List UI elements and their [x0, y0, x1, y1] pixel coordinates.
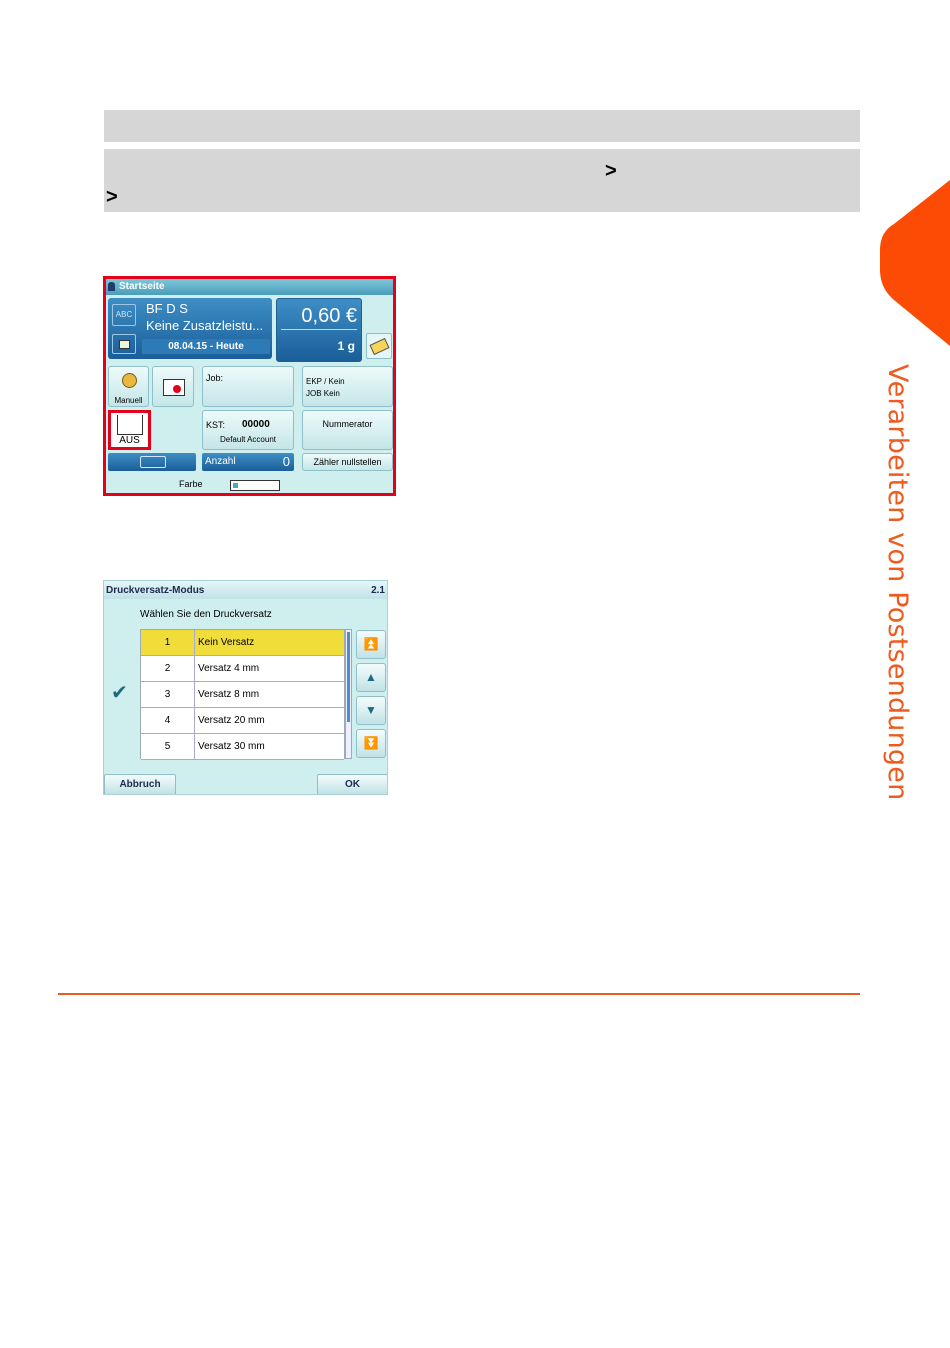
manual-button[interactable] — [108, 366, 149, 407]
offset-button[interactable] — [108, 410, 151, 450]
job-button[interactable] — [202, 366, 294, 407]
list-item-index: 2 — [141, 656, 195, 681]
color-label: Farbe — [179, 479, 203, 489]
dialog-header — [104, 581, 387, 599]
list-item-index: 4 — [141, 708, 195, 733]
scroll-up-button[interactable]: ▲ — [356, 663, 386, 692]
home-screen-screenshot — [103, 276, 396, 496]
dialog-footer — [104, 774, 387, 795]
list-scrollbar[interactable] — [345, 629, 352, 759]
feeder-button[interactable] — [108, 453, 196, 471]
lock-icon — [108, 282, 115, 291]
checkmark-icon: ✔ — [111, 682, 128, 704]
kst-account: Default Account — [219, 435, 277, 444]
home-title: Startseite — [119, 281, 165, 292]
reset-counter-button[interactable]: Zähler nullstellen — [302, 453, 393, 471]
kst-button[interactable] — [202, 410, 294, 450]
product-name: BF D S — [146, 301, 188, 316]
offset-dialog-screenshot — [103, 580, 388, 795]
count-field — [202, 453, 294, 471]
dialog-number: 2.1 — [371, 585, 385, 596]
offset-label: AUS — [119, 435, 140, 446]
envelope-stop-button[interactable] — [152, 366, 194, 407]
nav-arrow-1: > — [605, 160, 617, 182]
manual-label: Manuell — [114, 396, 143, 405]
date-field[interactable]: 08.04.15 - Heute — [142, 339, 270, 354]
list-item[interactable] — [141, 656, 344, 682]
nav-arrow-2: > — [106, 186, 118, 208]
list-item[interactable] — [141, 708, 344, 734]
kst-label: KST: — [206, 420, 226, 430]
ekp-button[interactable] — [302, 366, 393, 407]
list-item[interactable] — [141, 682, 344, 708]
list-item-index: 1 — [141, 630, 195, 655]
price-panel — [276, 298, 362, 362]
chapter-title: Verarbeiten von Postsendungen — [882, 364, 913, 801]
list-item[interactable] — [141, 734, 344, 760]
list-item-label: Versatz 30 mm — [198, 741, 265, 752]
envelope-icon[interactable] — [366, 333, 392, 359]
ok-button[interactable]: OK — [317, 774, 388, 795]
price-divider — [281, 329, 357, 330]
offset-list — [140, 629, 345, 759]
price-value: 0,60 € — [301, 305, 357, 327]
hand-icon — [122, 373, 137, 388]
list-item-label: Kein Versatz — [198, 637, 255, 648]
image-icon[interactable] — [112, 334, 136, 354]
numerator-button[interactable]: Nummerator — [302, 410, 393, 450]
dialog-prompt: Wählen Sie den Druckversatz — [140, 609, 272, 620]
ekp-line-1: EKP / Kein — [306, 377, 345, 386]
dialog-title: Druckversatz-Modus — [106, 585, 205, 596]
ekp-line-2: JOB Kein — [306, 389, 340, 398]
footer-rule — [58, 993, 860, 995]
list-item-label: Versatz 4 mm — [198, 663, 260, 674]
list-item-label: Versatz 20 mm — [198, 715, 265, 726]
scroll-top-button[interactable]: ⏫ — [356, 630, 386, 659]
document-icon — [117, 415, 143, 435]
kst-value: 00000 — [242, 419, 270, 430]
cancel-button[interactable]: Abbruch — [104, 774, 176, 795]
scroll-bottom-button[interactable]: ⏬ — [356, 729, 386, 758]
chapter-tab-icon — [880, 180, 950, 346]
list-item[interactable] — [141, 630, 344, 656]
weight-value: 1 g — [337, 339, 355, 353]
count-label: Anzahl — [205, 456, 236, 467]
service-text: Keine Zusatzleistu... — [146, 318, 264, 333]
product-panel[interactable] — [108, 298, 272, 359]
list-item-index: 5 — [141, 734, 195, 759]
abc-icon[interactable]: ABC — [112, 304, 136, 326]
list-item-label: Versatz 8 mm — [198, 689, 260, 700]
header-bar-2 — [104, 149, 860, 212]
count-value: 0 — [282, 454, 290, 469]
header-bar-1 — [104, 110, 860, 142]
job-label: Job: — [206, 373, 224, 383]
home-title-bar — [106, 279, 393, 295]
list-item-index: 3 — [141, 682, 195, 707]
feeder-icon — [140, 456, 166, 468]
scroll-down-button[interactable]: ▼ — [356, 696, 386, 725]
color-level-bar — [230, 480, 280, 491]
